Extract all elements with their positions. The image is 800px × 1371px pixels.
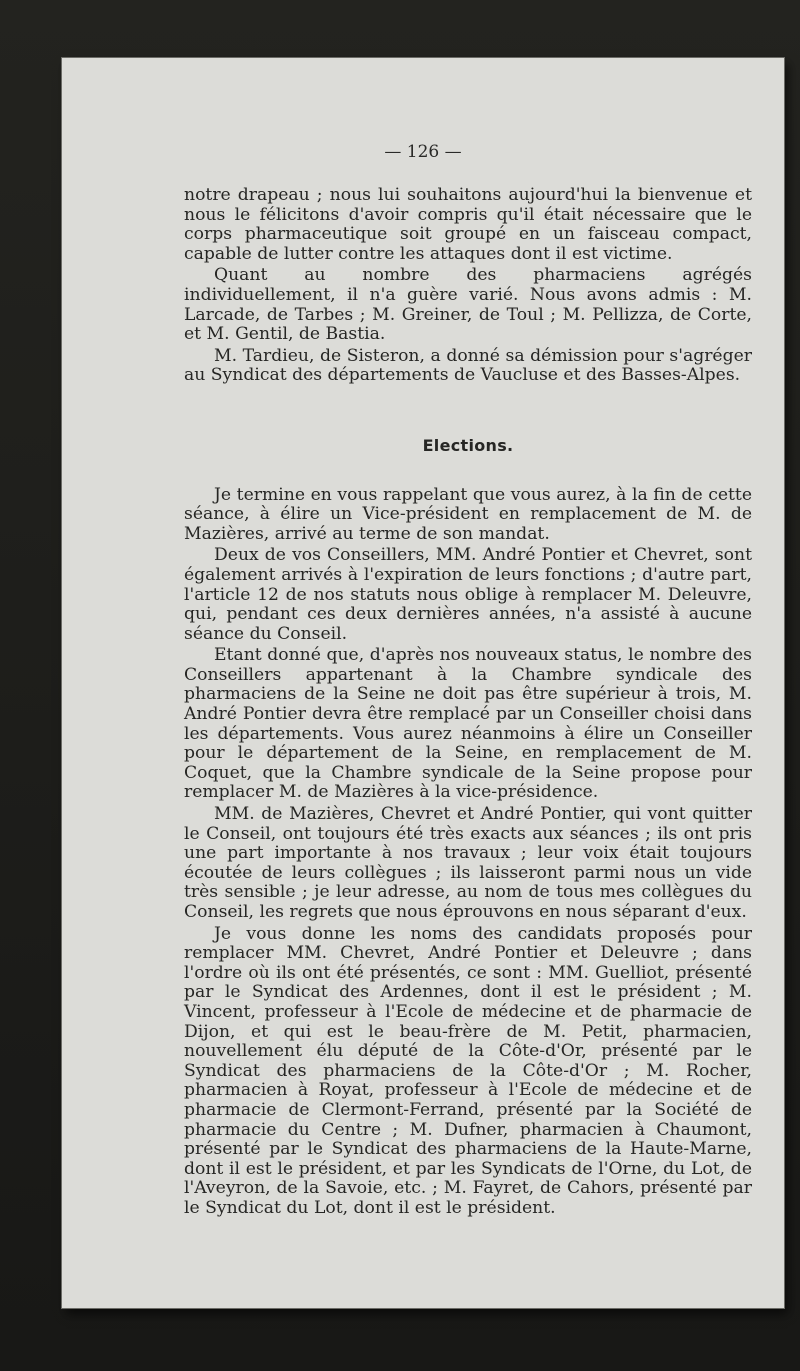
page-body [184,186,752,1219]
paragraph: MM. de Mazières, Chevret et André Pontier, qui vont quitter le Conseil, ont toujours été très exacts aux séances ; ils ont pris une part importante à nos travaux ; leur voix était toujours écoutée de leurs collègues ; ils laisseront parmi nous un vide très sensible ; je leur adresse, au nom de tous mes collègues du Conseil, les regrets que nous éprouvons en nous séparant d'eux. [184,804,752,922]
section-heading: Elections. [422,435,514,455]
paragraph: notre drapeau ; nous lui souhaitons aujourd'hui la bienvenue et nous le félicitons d'avoir compris qu'il était nécessaire que le corps pharmaceutique soit groupé en un faisceau compact, capable de lutter contre les attaques dont il est victime. [184,185,752,264]
paragraph: Quant au nombre des pharmaciens agrégés individuellement, il n'a guère varié. Nous avons admis : M. Larcade, de Tarbes ; M. Greiner, de Toul ; M. Pellizza, de Corte, et M. Gentil, de Bastia. [184,265,752,345]
paragraph: Deux de vos Conseillers, MM. André Pontier et Chevret, sont également arrivés à l'expiration de leurs fonctions ; d'autre part, l'article 12 de nos statuts nous oblige à remplacer M. Deleuvre, qui, pendant ces deux dernières années, n'a assisté à aucune séance du Conseil. [184,545,752,644]
paragraph: Je vous donne les noms des candidats proposés pour remplacer MM. Chevret, André Pontier et Deleuvre ; dans l'ordre où ils ont été présentés, ce sont : MM. Guelliot, présenté par le Syndicat des Ardennes, dont il est le président ; M. Vincent, professeur à l'Ecole de médecine et de pharmacie de Dijon, et qui est le beau-frère de M. Petit, pharmacien, nouvellement élu député de la Côte-d'Or, présenté par le Syndicat des pharmaciens de la Côte-d'Or ; M. Rocher, pharmacien à Royat, professeur à l'Ecole de médecine et de pharmacie de Clermont-Ferrand, présenté par la Société de pharmacie du Centre ; M. Dufner, pharmacien à Chaumont, présenté par le Syndicat des pharmaciens de la Haute-Marne, dont il est le président, et par les Syndicats de l'Orne, du Lot, de l'Aveyron, de la Savoie, etc. ; M. Fayret, de Cahors, présenté par le Syndicat du Lot, dont il est le président. [184,923,752,1218]
paragraph: Etant donné que, d'après nos nouveaux status, le nombre des Conseillers appartenant à la Chambre syndicale des pharmaciens de la Seine ne doit pas être supérieur à trois, M. André Pontier devra être remplacé par un Conseiller choisi dans les départements. Vous aurez néanmoins à élire un Conseiller pour le département de la Seine, en remplacement de M. Coquet, que la Chambre syndicale de la Seine propose pour remplacer M. de Mazières à la vice-présidence. [184,645,752,803]
book-page [62,58,784,1308]
paragraph: Je termine en vous rappelant que vous aurez, à la fin de cette séance, à élire un Vice-président en remplacement de M. de Mazières, arrivé au terme de son mandat. [184,484,752,544]
paragraph: M. Tardieu, de Sisteron, a donné sa démission pour s'agréger au Syndicat des départements de Vaucluse et des Basses-Alpes. [184,345,752,386]
page-number: — 126 — [384,142,462,162]
